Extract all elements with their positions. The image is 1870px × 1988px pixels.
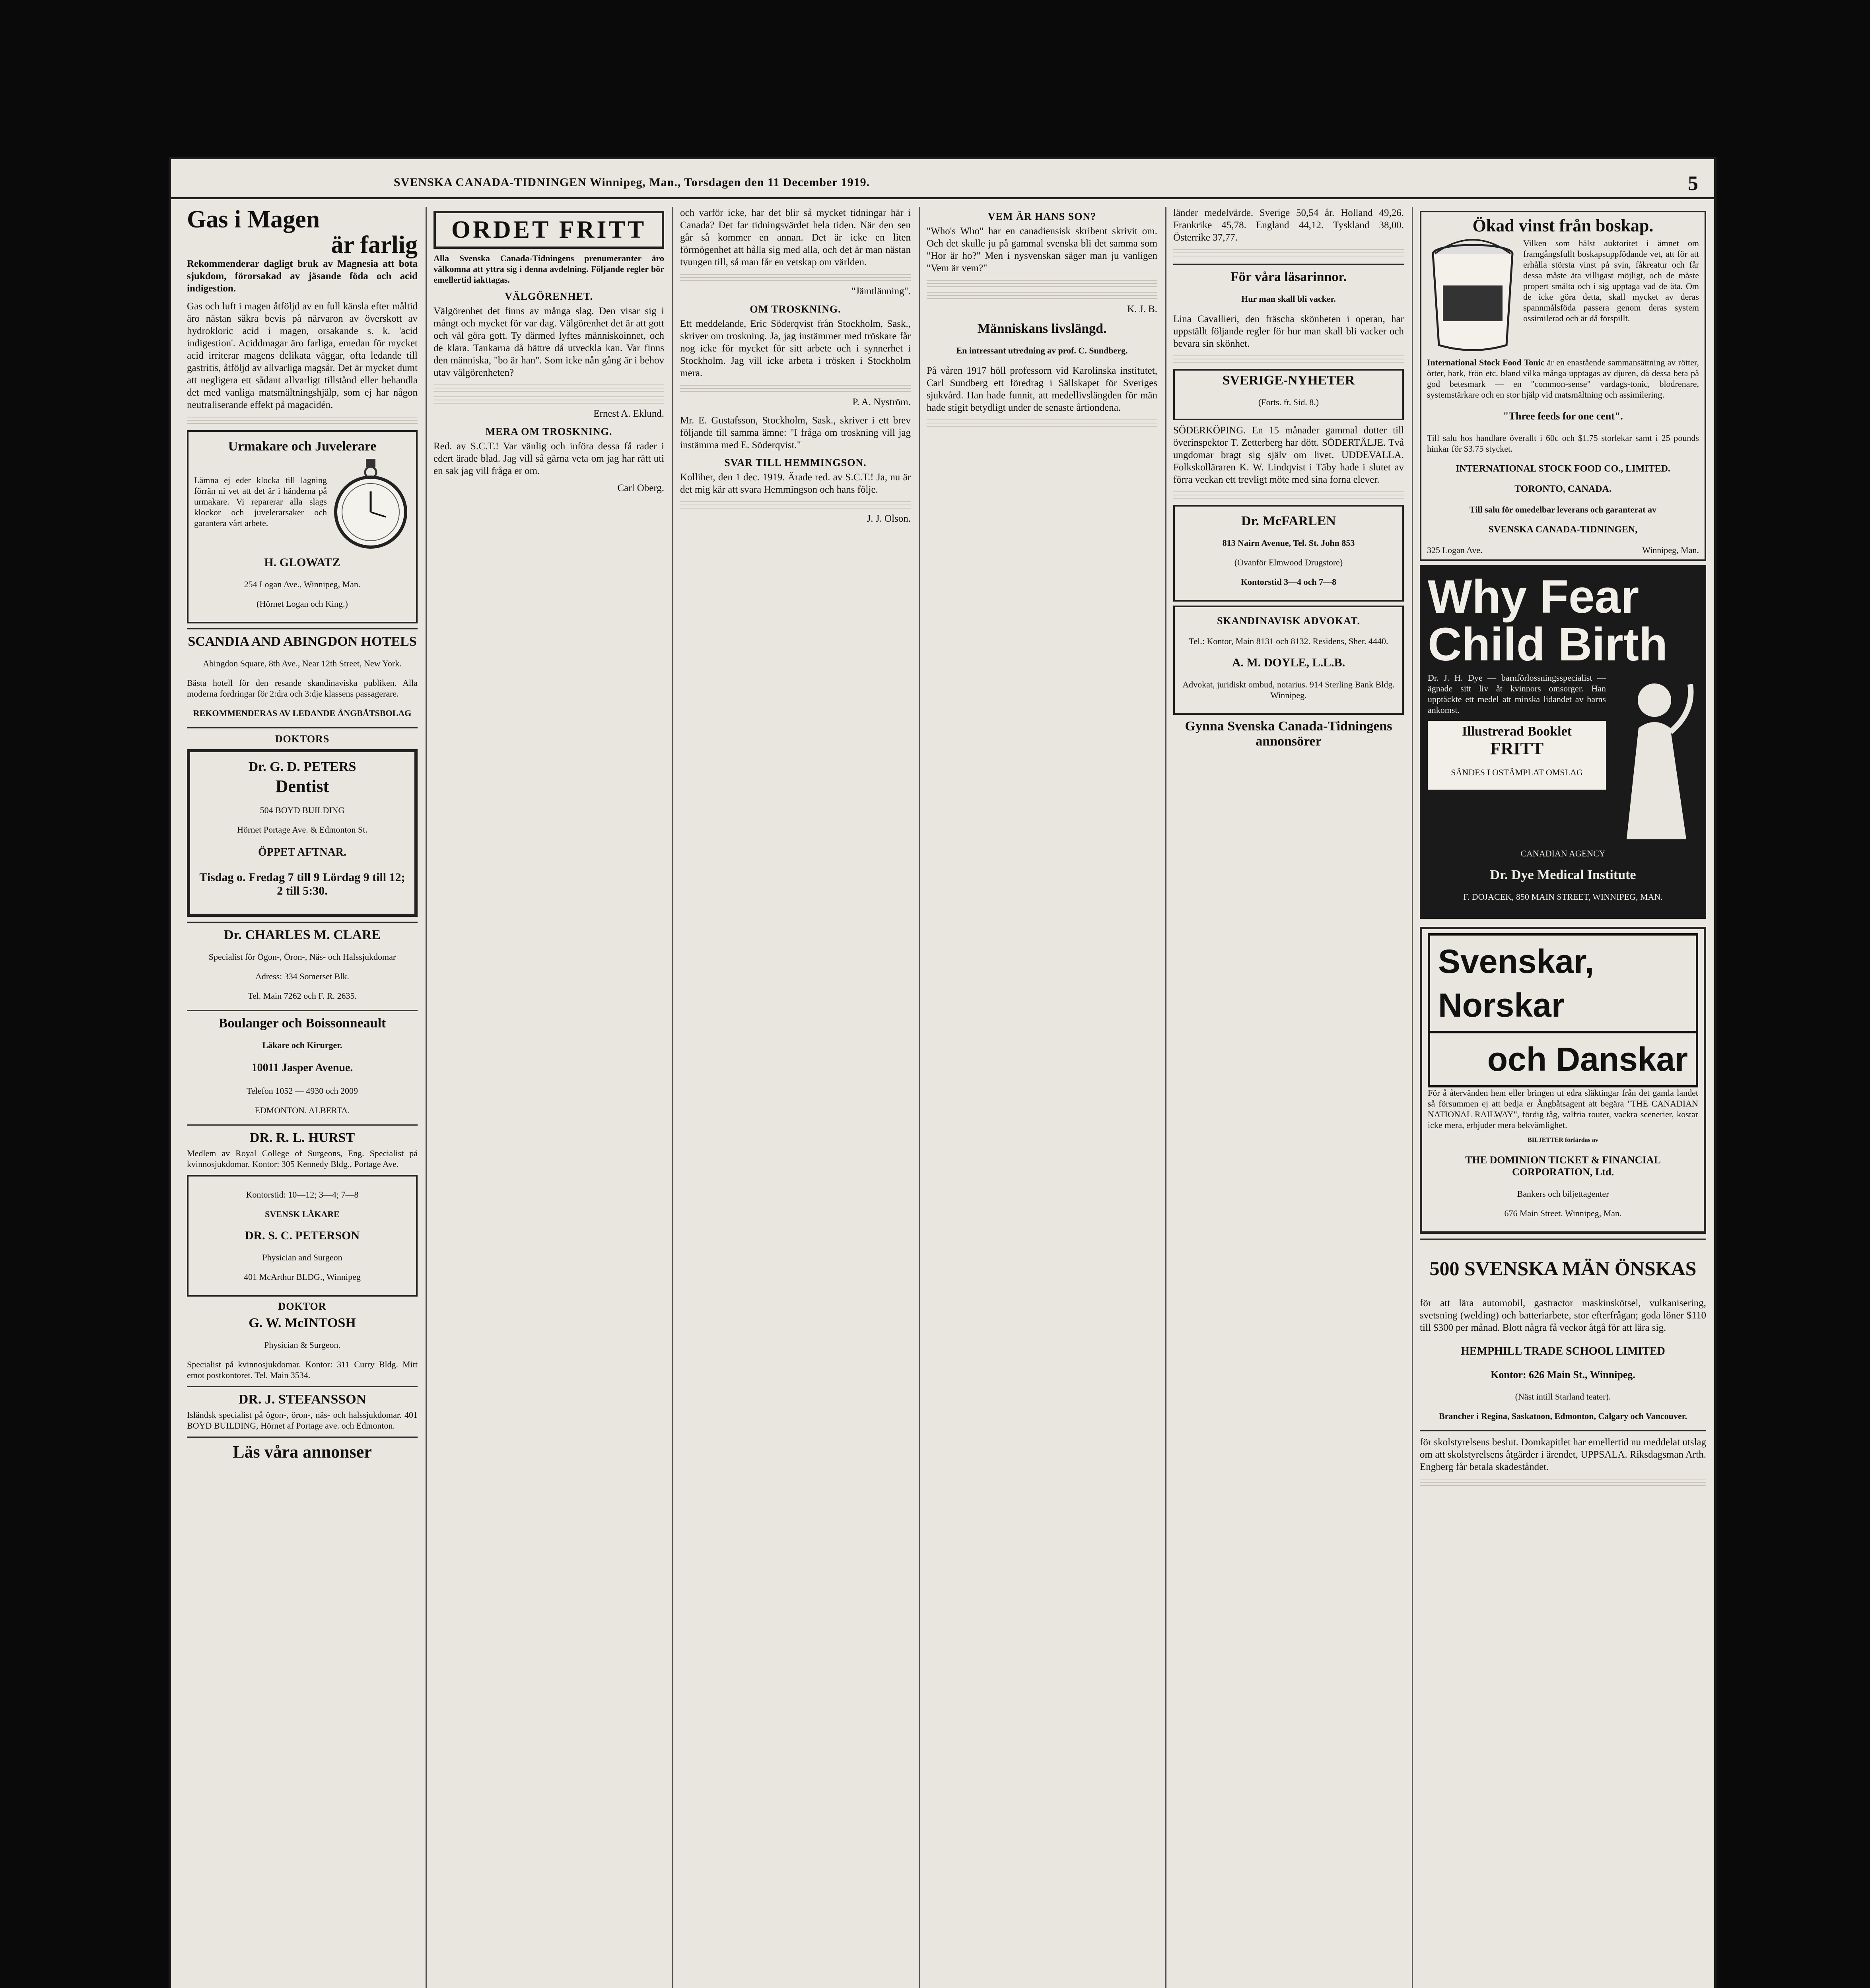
peters-ad	[187, 749, 418, 917]
peterson-ad	[187, 1175, 418, 1297]
sverige-body: SÖDERKÖPING. En 15 månader gammal dotter till överinspektor T. Zetterberg har dött. SÖDERTÄLJE. Två ungdomar bragt sig själv om livet. UDDEVALLA. Folkskolläraren K. W. Lindqvist i Täby hade i slutet av förra veckan ett trevligt möte med sina forna elever.	[1173, 425, 1404, 485]
dominion-address: 676 Main Street. Winnipeg, Man.	[1504, 1208, 1622, 1218]
livslangd-subtitle: En intressant utredning av prof. C. Sundberg.	[956, 346, 1128, 355]
column-6	[1420, 207, 1706, 1988]
clare-address: Adress: 334 Somerset Blk.	[255, 971, 349, 981]
svenskar-body: För å återvänden hem eller bringen ut edra släktingar från det gamla landet så försummen ej att bedja er Ångbåtsagent att begära "THE CANADIAN NATIONAL RAILWAY", fördig tåg, valfria router, vackra scenerier, kostar icke mera, erbjuder mera bekvämlighet.	[1428, 1088, 1698, 1130]
om-troskning-signature: P. A. Nyström.	[852, 397, 911, 408]
ordet-fritt-masthead	[433, 211, 664, 249]
page-number: 5	[1688, 172, 1698, 195]
column-1	[187, 207, 418, 1988]
advokat-body: Advokat, juridiskt ombud, notarius. 914 Sterling Bank Bldg. Winnipeg.	[1182, 679, 1395, 700]
lasarinnor-body: Lina Cavallieri, den fräscha skönheten i operan, har uppställt följande regler för hur man skall bli vacker och bevara sin skönhet.	[1173, 314, 1404, 349]
tonic-name: International Stock Food Tonic	[1427, 357, 1545, 367]
why-fear-ad	[1420, 565, 1706, 919]
sold-by: Till salu för omedelbar leverans och garanterat av	[1470, 505, 1656, 514]
text-filler	[680, 501, 911, 511]
annonser-footer: Läs våra annonser	[233, 1442, 372, 1462]
gas-title-1: Gas i Magen	[187, 207, 320, 233]
glowatz-address: 254 Logan Ave., Winnipeg, Man.	[244, 579, 361, 589]
text-filler	[680, 385, 911, 394]
mera-title: MERA OM TROSKNING.	[485, 426, 612, 437]
divider	[1420, 1239, 1706, 1240]
okad-body: Vilken som hälst auktoritet i ämnet om framgångsfullt boskapsuppfödande vet, att för att erhålla största vinst på svin, fåkreatur och får dessa måste äta villigast möjligt, och de måste propert smälta och i sig upptaga vad de äta. Om de icke göra detta, skall mycket av deras spannmålsföda passera genom deras system ossimilerad och är då förspillt.	[1523, 238, 1699, 323]
column-2	[433, 207, 664, 1988]
scandia-title: SCANDIA AND ABINGDON HOTELS	[188, 634, 417, 649]
text-filler	[433, 396, 664, 406]
svenska-man-title: 500 SVENSKA MÄN ÖNSKAS	[1429, 1257, 1697, 1279]
mera-signature: Carl Oberg.	[617, 483, 664, 493]
scandia-address: Abingdon Square, 8th Ave., Near 12th Street, New York.	[203, 658, 402, 668]
watch-body: Lämna ej eder klocka till lagning förrän ni vet att det är i händerna på urmakare. Vi reparerar alla slags klockor och juvelerarsaker och garantera vårt arbete.	[194, 475, 327, 528]
tonic-price: Till salu hos handlare överallt i 60c och $1.75 storlekar samt i 25 pounds hinkar för $3.75 stycket.	[1427, 433, 1699, 454]
peterson-specialty: Physician and Surgeon	[262, 1252, 342, 1262]
column-rule	[672, 207, 673, 1988]
advokat-phone: Tel.: Kontor, Main 8131 och 8132. Residens, Sher. 4440.	[1189, 636, 1388, 646]
peters-title: Dentist	[275, 777, 329, 796]
svenskar-banner-2: och Danskar	[1428, 1033, 1698, 1087]
scandia-body: Bästa hotell för den resande skandinaviska publiken. Alla moderna fordringar för 2:dra och 3:dje klassens passagerare.	[187, 678, 418, 699]
text-filler	[1173, 355, 1404, 365]
okad-title: Ökad vinst från boskap.	[1472, 216, 1654, 235]
hemmingson-title: SVAR TILL HEMMINGSON.	[724, 457, 867, 468]
stock-food-ad	[1420, 211, 1706, 561]
ordet-fritt-title: ORDET FRITT	[451, 216, 647, 243]
advokat-name: A. M. DOYLE, L.L.B.	[1232, 656, 1345, 669]
peters-name: Dr. G. D. PETERS	[248, 759, 356, 774]
newspaper-page	[171, 159, 1714, 1988]
text-filler	[433, 384, 664, 394]
gas-lead: Rekommenderar dagligt bruk av Magnesia att bota sjukdom, förorsakad av jäsande föda och acid indigestion.	[187, 258, 418, 294]
column-rule	[1412, 207, 1413, 1988]
peterson-address: 401 McArthur BLDG., Winnipeg	[244, 1272, 361, 1282]
hemmingson-body: Kolliher, den 1 dec. 1919. Ärade red. av S.C.T.! Ja, nu är det mig kär att svara Hemmingson och hans följe.	[680, 472, 911, 495]
divider	[187, 1010, 418, 1011]
boulanger-phone: Telefon 1052 — 4930 och 2009	[246, 1086, 358, 1096]
company-city: TORONTO, CANADA.	[1514, 484, 1611, 494]
column-rule	[1165, 207, 1166, 1988]
vem-signature: K. J. B.	[1127, 304, 1157, 315]
hemmingson-signature: J. J. Olson.	[867, 513, 911, 524]
mcintosh-specialty: Physician & Surgeon.	[264, 1340, 341, 1350]
hemphill-subtitle: (Näst intill Starland teater).	[1515, 1392, 1611, 1402]
lasarinnor-subtitle: Hur man skall bli vacker.	[1241, 294, 1336, 304]
text-filler	[1173, 491, 1404, 501]
booklet-box	[1428, 721, 1606, 790]
peterson-name: DR. S. C. PETERSON	[245, 1229, 360, 1242]
why-fear-title: Why Fear Child Birth	[1428, 571, 1668, 671]
tonic-body: är en enastående sammansättning av rötter, örter, bark, frön etc. bland vilka många upptagas av djuren, då dessa beta på god betesmark — en "common-sense" vardags-tonic, blodrenare, systemstärkare och en stor hjälp vid matsmältning och assimilering.	[1427, 357, 1699, 400]
valgorenhet-title: VÄLGÖRENHET.	[505, 291, 593, 302]
tonic-slogan: "Three feeds for one cent".	[1503, 410, 1623, 422]
ordet-fritt-intro: Alla Svenska Canada-Tidningens prenumeranter äro välkomna att yttra sig i denna avdelning. Följande regler bör emellertid iakttagas.	[433, 253, 664, 285]
clare-specialty: Specialist för Ögon-, Öron-, Näs- och Halssjukdomar	[208, 952, 396, 962]
lasarinnor-title: För våra läsarinnor.	[1230, 270, 1347, 284]
gas-title-2: är farlig	[331, 231, 418, 258]
running-head: SVENSKA CANADA-TIDNINGEN Winnipeg, Man., Torsdagen den 11 December 1919.	[394, 176, 870, 189]
hemphill-name: HEMPHILL TRADE SCHOOL LIMITED	[1461, 1345, 1665, 1357]
boulanger-title: Boulanger och Boissonneault	[218, 1016, 386, 1031]
sverige-title: SVERIGE-NYHETER	[1222, 373, 1355, 388]
column-4	[927, 207, 1157, 1988]
livslangd-title: Människans livslängd.	[977, 321, 1107, 336]
booklet-note: SÄNDES I OSTÄMPLAT OMSLAG	[1451, 767, 1583, 777]
divider	[1173, 264, 1404, 265]
dye-contact: F. DOJACEK, 850 MAIN STREET, WINNIPEG, MAN.	[1463, 892, 1663, 902]
vem-body: "Who's Who" har en canadiensisk skribent skrivit om. Och det skulle ju på gammal svenska bli det samma som "Hor är ho?" Men i nysvenskan säger man ju vanligen "Vem är vem?"	[927, 226, 1157, 274]
text-filler	[927, 280, 1157, 289]
svenskar-banner-1: Svenskar, Norskar	[1428, 933, 1698, 1033]
mcfarlen-address: 813 Nairn Avenue, Tel. St. John 853	[1222, 538, 1355, 548]
peters-address: 504 BOYD BUILDING	[260, 805, 345, 815]
boulanger-city: EDMONTON. ALBERTA.	[255, 1105, 350, 1115]
stefansson-body: Isländsk specialist på ögon-, öron-, näs- och halssjukdomar. 401 BOYD BUILDING, Hörnet af Portage ave. och Edmonton.	[187, 1410, 418, 1431]
hemphill-address: Kontor: 626 Main St., Winnipeg.	[1491, 1369, 1635, 1380]
advokat-label: SKANDINAVISK ADVOKAT.	[1217, 615, 1360, 627]
mera-body: Red. av S.C.T.! Var vänlig och införa dessa få rader i edert ärade blad. Jag vill så gärna veta om jag har rätt uti en sak jag vill fråga er om.	[433, 441, 664, 476]
text-filler	[927, 292, 1157, 301]
hemphill-branches: Brancher i Regina, Saskatoon, Edmonton, Calgary och Vancouver.	[1438, 1411, 1687, 1421]
sverige-subtitle: (Forts. fr. Sid. 8.)	[1258, 397, 1319, 407]
company-name: INTERNATIONAL STOCK FOOD CO., LIMITED.	[1456, 464, 1670, 474]
stock-food-pail-icon	[1427, 238, 1518, 357]
gynna-footer: Gynna Svenska Canada-Tidningens annonsörer	[1185, 719, 1392, 749]
text-filler	[927, 419, 1157, 429]
divider	[1420, 1430, 1706, 1431]
doyle-ad	[1173, 606, 1404, 715]
mcintosh-name: G. W. McINTOSH	[249, 1316, 356, 1330]
biljetter: BILJETTER förfärdas av	[1528, 1137, 1598, 1143]
col3-body: och varför icke, har det blir så mycket tidningar här i Canada? Det far tidningsvärdet hela tiden. När den sen går så kommer en annan. Det är icke en liten förmögenhet att hålla sig med alla, och det är man nästan tvungen till, så man får en vetskap om världen.	[680, 208, 911, 268]
poem-signature: Ernest A. Eklund.	[593, 408, 664, 419]
column-rule	[919, 207, 920, 1988]
dye-agency: CANADIAN AGENCY	[1520, 848, 1606, 858]
stefansson-name: DR. J. STEFANSSON	[238, 1392, 366, 1407]
mcintosh-label: DOKTOR	[278, 1301, 327, 1312]
om-troskning-body: Ett meddelande, Eric Söderqvist från Stockholm, Sask., skriver om troskning. Ja, jag instämmer med tröskare får nog icke för mycket för sitt arbete och i synnerhet i Stockholm. Jag vill icke arbeta i trösken i Stockholm mera.	[680, 318, 911, 379]
glowatz-corner: (Hörnet Logan och King.)	[257, 599, 348, 609]
column-rule	[426, 207, 427, 1988]
divider	[187, 922, 418, 923]
railway-ad	[1420, 927, 1706, 1234]
vem-title: VEM ÄR HANS SON?	[987, 211, 1096, 222]
doktors-label: DOKTORS	[275, 733, 330, 745]
jamtlanning-signature: "Jämtlänning".	[851, 286, 911, 297]
clare-name: Dr. CHARLES M. CLARE	[224, 928, 381, 942]
text-filler	[1420, 1479, 1706, 1488]
col5-top-body: länder medelvärde. Sverige 50,54 år. Holland 49,26. Frankrike 45,78. England 44,12. Tyskland 38,00. Österrike 37,77.	[1173, 208, 1404, 243]
divider	[187, 1124, 418, 1126]
boulanger-address: 10011 Jasper Avenue.	[251, 1062, 353, 1074]
scandia-recommend: REKOMMENDERAS AV LEDANDE ÅNGBÅTSBOLAG	[193, 708, 412, 718]
peterson-hours: Kontorstid: 10—12; 3—4; 7—8	[246, 1190, 359, 1200]
svenska-man-body: för att lära automobil, gastractor maskinskötsel, vulkanisering, svetsning (welding) och batteriarbete, stor efterfrågan; goda löner $110 till $300 per månad. Blott några få veckor åtgå för att lära sig.	[1420, 1298, 1706, 1333]
page-header	[171, 169, 1714, 199]
column-3	[680, 207, 911, 1988]
sct-city: Winnipeg, Man.	[1642, 545, 1699, 555]
peters-corner: Hörnet Portage Ave. & Edmonton St.	[237, 825, 367, 835]
col6-bottom-body: för skolstyrelsens beslut. Domkapitlet har emellertid nu meddelat utslag om att skolstyrelsens åtgärder i ärendet, UPPSALA. Riksdagsman Arth. Engberg får betala skadeståndet.	[1420, 1437, 1706, 1472]
om-troskning-title: OM TROSKNING.	[750, 303, 841, 315]
gas-body: Gas och luft i magen åtföljd av en full känsla efter måltid äro nästan säkra bevis på närvaron av överskott av hydrokloric acid i magen, orsakande s. k. 'acid indigestion'. Aciddmagar äro farliga, emedan för mycket acid irriterar magens delikata väggar, ofta ledande till gastritis, åtföljd av allvarliga magsår. Det är mycket dumt att negligera ett sådant allvarligt tillstånd eller behandla det med vanliga matsmältningshjälp, som ej har någon neutraliserande effekt på magacidén.	[187, 301, 418, 410]
dominion-name: THE DOMINION TICKET & FINANCIAL CORPORATION, Ltd.	[1465, 1154, 1661, 1178]
text-filler	[1173, 249, 1404, 259]
sct-address: 325 Logan Ave.	[1427, 545, 1483, 555]
mcintosh-body: Specialist på kvinnosjukdomar. Kontor: 311 Curry Bldg. Mitt emot postkontoret. Tel. Main 3534.	[187, 1359, 418, 1380]
watchmaker-ad	[187, 430, 418, 623]
text-filler	[680, 274, 911, 283]
peters-hours: Tisdag o. Fredag 7 till 9 Lördag 9 till 12; 2 till 5:30.	[199, 871, 405, 897]
divider	[187, 1386, 418, 1387]
divider	[187, 1437, 418, 1438]
mcfarlen-corner: (Ovanför Elmwood Drugstore)	[1234, 557, 1343, 567]
divider	[187, 628, 418, 629]
pocket-watch-icon	[331, 456, 410, 552]
mcfarlen-hours: Kontorstid 3—4 och 7—8	[1240, 577, 1337, 587]
dye-body: Dr. J. H. Dye — barnförlossningsspecialist — ägnade sitt liv åt kvinnors omsorger. Han upptäckte ett medel att minska lidandet av barns ankomst.	[1428, 673, 1606, 715]
mcfarlen-name: Dr. McFARLEN	[1241, 514, 1336, 528]
livslangd-body: På våren 1917 höll professorn vid Karolinska institutet, Carl Sundberg ett föredrag i Sällskapet för Sveriges sjukvård. Han hade funnit, att medellivslängden för män hade stigit betydligt under de senaste årtiondena.	[927, 365, 1157, 413]
dominion-subtitle: Bankers och biljettagenter	[1517, 1189, 1609, 1199]
column-5	[1173, 207, 1404, 1988]
booklet-title: Illustrerad Booklet	[1462, 724, 1572, 739]
clare-phone: Tel. Main 7262 och F. R. 2635.	[247, 991, 357, 1001]
valgorenhet-poem: Välgörenhet det finns av många slag. Den visar sig i mångt och mycket för var dag. Välgörenhet det är att gott och väl göra gott. Ty därmed lyftes människoinnet, och de klara. Tankarna då bättre då utveckla kan. Var finns den människa, "bo är han". Som icke nån gång är i behov utav välgörenheten?	[433, 306, 664, 378]
mcfarlen-ad	[1173, 505, 1404, 602]
peters-hours-label: ÖPPET AFTNAR.	[258, 846, 346, 858]
divider	[187, 727, 418, 728]
boulanger-subtitle: Läkare och Kirurger.	[262, 1040, 342, 1050]
booklet-free: FRITT	[1490, 739, 1544, 758]
gustafsson-letter: Mr. E. Gustafsson, Stockholm, Sask., skriver i ett brev följande till samma ämne: "I fråga om troskning vill jag instämma med E. Söderqvist."	[680, 415, 911, 450]
watch-title: Urmakare och Juvelerare	[228, 439, 377, 454]
sverige-nyheter-box	[1173, 369, 1404, 420]
hurst-name: DR. R. L. HURST	[249, 1130, 355, 1145]
hurst-body: Medlem av Royal College of Surgeons, Eng. Specialist på kvinnosjukdomar. Kontor: 305 Kennedy Bldg., Portage Ave.	[187, 1148, 418, 1169]
text-filler	[187, 417, 418, 426]
glowatz-name: H. GLOWATZ	[264, 556, 340, 569]
sct-name: SVENSKA CANADA-TIDNINGEN,	[1488, 524, 1638, 535]
mother-illustration-icon	[1611, 672, 1698, 839]
dye-institute: Dr. Dye Medical Institute	[1490, 868, 1636, 882]
peterson-label: SVENSK LÄKARE	[265, 1209, 340, 1219]
